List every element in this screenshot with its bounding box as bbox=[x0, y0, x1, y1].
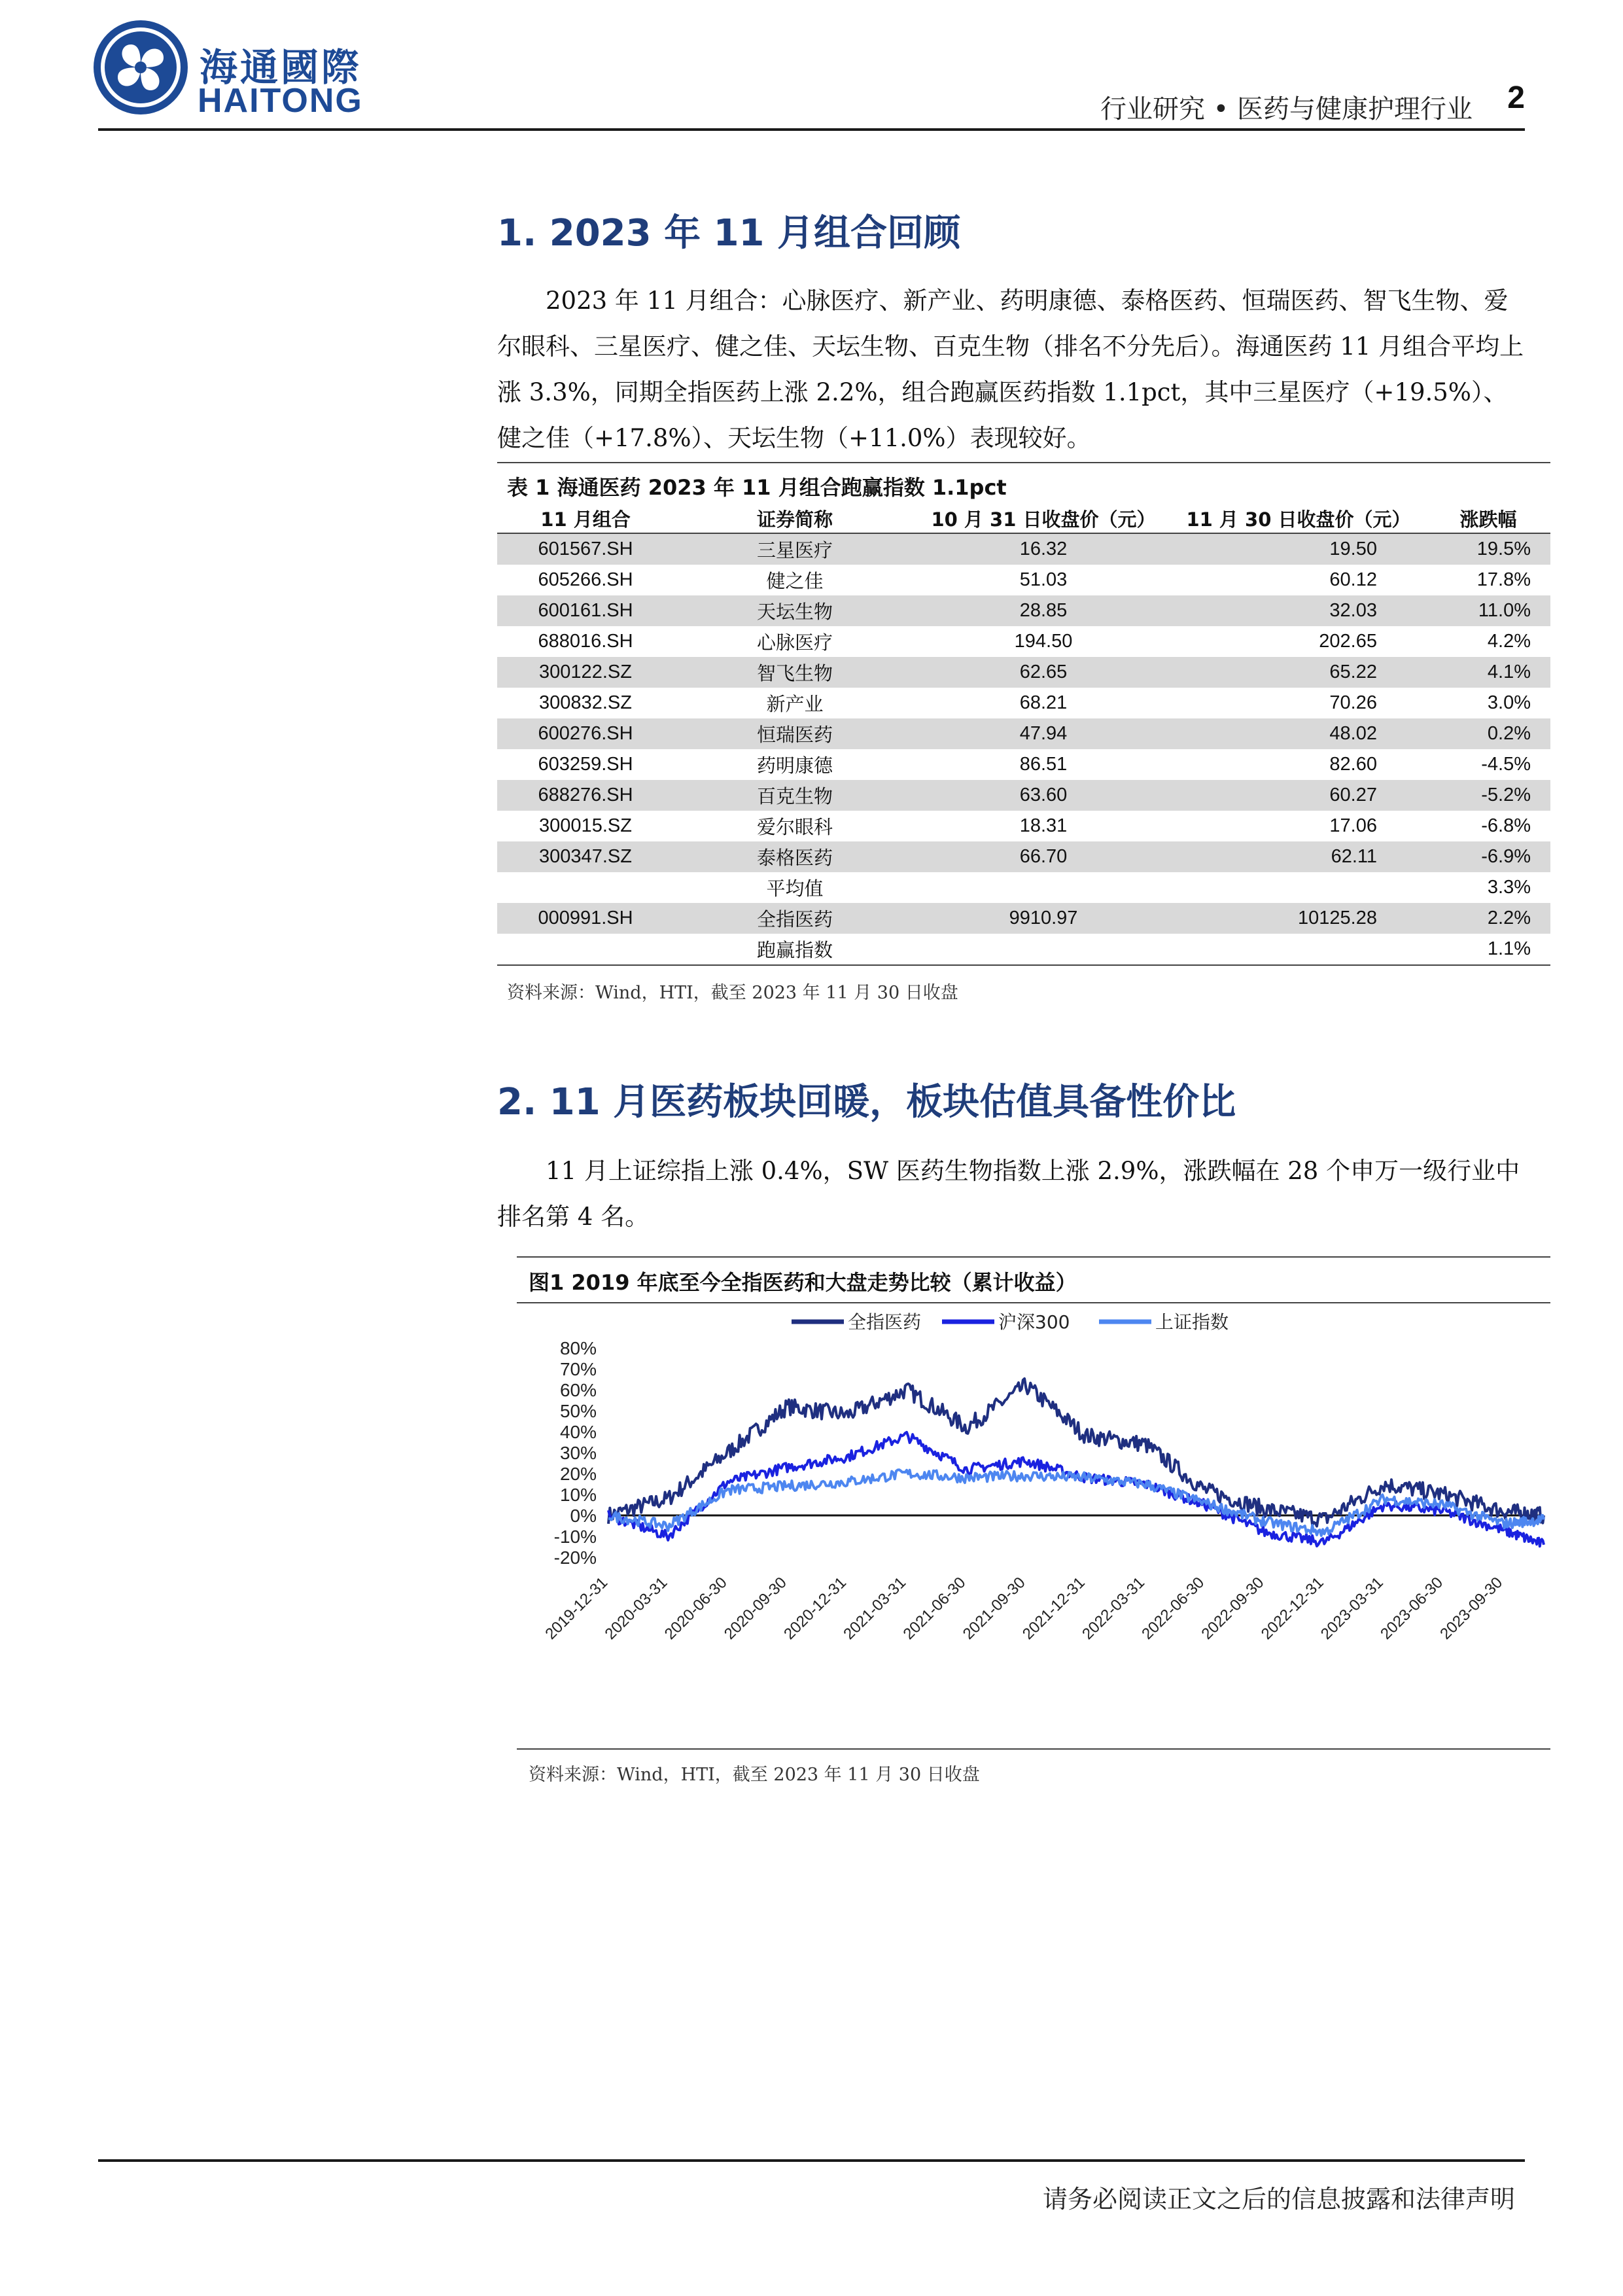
table-cell bbox=[497, 872, 674, 903]
x-tick-label: 2023-03-31 bbox=[1317, 1574, 1387, 1644]
table-cell: 4.2% bbox=[1487, 631, 1531, 652]
table-cell: 爱尔眼科 bbox=[756, 816, 833, 838]
section2-heading: 2. 11 月医药板块回暖，板块估值具备性价比 bbox=[497, 1081, 1236, 1123]
table-cell: 600161.SH bbox=[497, 595, 674, 626]
table-row bbox=[497, 565, 1550, 595]
legend-label: 上证指数 bbox=[1155, 1311, 1229, 1333]
y-tick-label: 40% bbox=[559, 1422, 597, 1442]
table1-caption: 表 1 海通医药 2023 年 11 月组合跑赢指数 1.1pct bbox=[507, 475, 1007, 500]
table-cell: 605266.SH bbox=[538, 569, 633, 590]
table-cell: 603259.SH bbox=[538, 754, 633, 775]
table-row bbox=[497, 872, 1550, 903]
haitong-logo bbox=[92, 18, 373, 120]
x-tick-label: 2020-09-30 bbox=[720, 1574, 790, 1644]
figure1-chart bbox=[517, 1309, 1577, 1734]
y-tick-label: 30% bbox=[559, 1443, 597, 1463]
y-tick-label: 80% bbox=[559, 1338, 597, 1358]
table-cell: 68.21 bbox=[1019, 692, 1068, 713]
table-row bbox=[497, 657, 1550, 688]
table-cell: 300347.SZ bbox=[497, 841, 674, 872]
table-row bbox=[497, 626, 1550, 657]
table-cell: 17.06 bbox=[1329, 815, 1377, 836]
table-cell: 60.12 bbox=[1329, 569, 1377, 590]
table-cell: 新产业 bbox=[766, 693, 824, 715]
table-cell: 泰格医药 bbox=[674, 841, 916, 872]
x-tick-label: 2020-12-31 bbox=[780, 1574, 850, 1644]
table-cell: 17.8% bbox=[1476, 569, 1531, 590]
footer-divider bbox=[98, 2159, 1525, 2162]
table-cell: -4.5% bbox=[1481, 754, 1531, 775]
series-line-2 bbox=[608, 1432, 1544, 1546]
table-cell: 688016.SH bbox=[538, 631, 633, 652]
table-cell: 健之佳 bbox=[766, 570, 824, 592]
logo-chinese-text: 海通國際 bbox=[200, 45, 362, 90]
y-tick-label: 60% bbox=[559, 1380, 597, 1400]
table-header-cell: 11 月 30 日收盘价（元） bbox=[1171, 504, 1426, 533]
table-cell: 恒瑞医药 bbox=[674, 718, 916, 749]
table-row bbox=[497, 903, 1550, 934]
table-row bbox=[497, 841, 1550, 872]
figure1-caption-rule bbox=[517, 1302, 1550, 1303]
x-tick-label: 2022-06-30 bbox=[1138, 1574, 1208, 1644]
table-cell: 202.65 bbox=[1319, 631, 1377, 652]
table1-source: 资料来源：Wind，HTI，截至 2023 年 11 月 30 日收盘 bbox=[507, 983, 958, 1003]
x-tick-label: 2021-09-30 bbox=[959, 1574, 1029, 1644]
table-cell: 3.3% bbox=[1487, 877, 1531, 898]
figure1-top-rule bbox=[517, 1256, 1550, 1258]
x-tick-label: 2022-09-30 bbox=[1198, 1574, 1268, 1644]
table-row bbox=[497, 934, 1550, 965]
table-cell bbox=[1171, 934, 1426, 965]
table-cell: 600276.SH bbox=[497, 718, 674, 749]
x-tick-label: 2020-03-31 bbox=[601, 1574, 671, 1644]
table-cell: 48.02 bbox=[1171, 718, 1426, 749]
page-number: 2 bbox=[1507, 80, 1525, 115]
y-tick-label: 50% bbox=[559, 1401, 597, 1421]
figure1-bottom-rule bbox=[517, 1748, 1550, 1750]
table-cell: 688276.SH bbox=[497, 780, 674, 811]
table-header-cell: 涨跌幅 bbox=[1426, 504, 1550, 533]
table-cell: 300832.SZ bbox=[539, 692, 632, 713]
table-cell: -6.8% bbox=[1481, 815, 1531, 836]
table-cell: 70.26 bbox=[1329, 692, 1377, 713]
table-cell: 百克生物 bbox=[674, 780, 916, 811]
table-row bbox=[497, 780, 1550, 811]
table-cell: 10125.28 bbox=[1171, 903, 1426, 934]
table-cell: 51.03 bbox=[1019, 569, 1068, 590]
x-tick-label: 2019-12-31 bbox=[542, 1574, 612, 1644]
table-cell: 心脉医疗 bbox=[756, 631, 833, 654]
x-tick-label: 2023-06-30 bbox=[1377, 1574, 1447, 1644]
table-cell: 300122.SZ bbox=[497, 657, 674, 688]
table-cell: 16.32 bbox=[916, 533, 1171, 565]
table-cell: 601567.SH bbox=[497, 533, 674, 565]
table-cell: 000991.SH bbox=[497, 903, 674, 934]
table-row bbox=[497, 533, 1550, 565]
y-tick-label: 10% bbox=[559, 1485, 597, 1505]
table-row bbox=[497, 718, 1550, 749]
table-cell: 86.51 bbox=[1019, 754, 1068, 775]
table-cell: 62.65 bbox=[916, 657, 1171, 688]
table-cell: 47.94 bbox=[916, 718, 1171, 749]
table-cell bbox=[497, 934, 674, 965]
table-cell: 18.31 bbox=[1019, 815, 1068, 836]
table-cell bbox=[916, 872, 1171, 903]
table-cell bbox=[916, 934, 1171, 965]
portfolio-table bbox=[497, 504, 1550, 966]
table-cell: 三星医疗 bbox=[674, 533, 916, 565]
table-header-row bbox=[497, 504, 1550, 533]
x-tick-label: 2022-03-31 bbox=[1079, 1574, 1149, 1644]
table-cell: 3.0% bbox=[1487, 692, 1531, 713]
table-row bbox=[497, 749, 1550, 780]
y-tick-label: -20% bbox=[553, 1547, 597, 1568]
table-cell: 跑赢指数 bbox=[756, 939, 833, 961]
table-cell: 65.22 bbox=[1171, 657, 1426, 688]
header-divider bbox=[98, 128, 1525, 131]
figure1-source: 资料来源：Wind，HTI，截至 2023 年 11 月 30 日收盘 bbox=[529, 1765, 980, 1785]
y-tick-label: 70% bbox=[559, 1359, 597, 1379]
figure1-caption: 图1 2019 年底至今全指医药和大盘走势比较（累计收益） bbox=[529, 1270, 1077, 1295]
haitong-logo-mark-icon bbox=[92, 18, 190, 116]
logo-english-text: HAITONG bbox=[198, 82, 363, 120]
table-cell: 药明康德 bbox=[756, 754, 833, 777]
y-tick-label: -10% bbox=[553, 1527, 597, 1547]
section1-heading: 1. 2023 年 11 月组合回顾 bbox=[497, 212, 961, 255]
table-cell: 60.27 bbox=[1171, 780, 1426, 811]
table-cell: 19.5% bbox=[1426, 533, 1550, 565]
table-cell: 智飞生物 bbox=[674, 657, 916, 688]
y-tick-label: 20% bbox=[559, 1464, 597, 1484]
header-title: 行业研究 • 医药与健康护理行业 bbox=[1100, 94, 1473, 124]
x-tick-label: 2021-12-31 bbox=[1019, 1574, 1089, 1644]
table-cell: 19.50 bbox=[1171, 533, 1426, 565]
table-cell: -6.9% bbox=[1426, 841, 1550, 872]
section1-paragraph: 2023 年 11 月组合：心脉医疗、新产业、药明康德、泰格医药、恒瑞医药、智飞生物、爱尔眼科、三星医疗、健之佳、天坛生物、百克生物（排名不分先后）。海通医药 11 月组合平均上涨 3.3%，同期全指医药上涨 2.2%，组合跑赢医药指数 1.1pct，其中三星医疗（+19.5%）、健之佳（+17.8%）、天坛生物（+11.0%）表现较好。 bbox=[497, 287, 1524, 452]
table-cell: 1.1% bbox=[1487, 938, 1531, 959]
table-cell: 300015.SZ bbox=[539, 815, 632, 836]
table-cell: 194.50 bbox=[1014, 631, 1073, 652]
table-cell: 9910.97 bbox=[916, 903, 1171, 934]
table-cell: 66.70 bbox=[916, 841, 1171, 872]
table-cell: 82.60 bbox=[1329, 754, 1377, 775]
footer-disclaimer: 请务必阅读正文之后的信息披露和法律声明 bbox=[1042, 2185, 1515, 2214]
table-cell bbox=[1171, 872, 1426, 903]
legend-label: 沪深300 bbox=[998, 1311, 1070, 1333]
table-cell: -5.2% bbox=[1426, 780, 1550, 811]
legend-label: 全指医药 bbox=[848, 1311, 922, 1333]
table-cell: 天坛生物 bbox=[674, 595, 916, 626]
x-tick-label: 2021-03-31 bbox=[840, 1574, 910, 1644]
x-tick-label: 2022-12-31 bbox=[1257, 1574, 1327, 1644]
table-cell: 28.85 bbox=[916, 595, 1171, 626]
y-tick-label: 0% bbox=[570, 1506, 597, 1526]
table-cell: 62.11 bbox=[1171, 841, 1426, 872]
table-row bbox=[497, 811, 1550, 841]
line-chart bbox=[517, 1309, 1577, 1734]
table-row bbox=[497, 595, 1550, 626]
section2-paragraph: 11 月上证综指上涨 0.4%，SW 医药生物指数上涨 2.9%，涨跌幅在 28 个申万一级行业中排名第 4 名。 bbox=[497, 1157, 1520, 1231]
table-cell: 63.60 bbox=[916, 780, 1171, 811]
table1-top-rule bbox=[497, 462, 1550, 463]
table-header-cell: 证券简称 bbox=[674, 504, 916, 533]
table-cell: 全指医药 bbox=[674, 903, 916, 934]
table-cell: 32.03 bbox=[1171, 595, 1426, 626]
series-line-3 bbox=[608, 1470, 1544, 1536]
table-cell: 0.2% bbox=[1426, 718, 1550, 749]
table-cell: 2.2% bbox=[1426, 903, 1550, 934]
x-tick-label: 2020-06-30 bbox=[661, 1574, 731, 1644]
table-header-cell: 11 月组合 bbox=[497, 504, 674, 533]
table-cell: 平均值 bbox=[766, 877, 824, 900]
table-row bbox=[497, 688, 1550, 718]
x-tick-label: 2021-06-30 bbox=[899, 1574, 969, 1644]
table-cell: 4.1% bbox=[1426, 657, 1550, 688]
x-tick-label: 2023-09-30 bbox=[1437, 1574, 1507, 1644]
table-header-cell: 10 月 31 日收盘价（元） bbox=[916, 504, 1171, 533]
table-cell: 11.0% bbox=[1426, 595, 1550, 626]
